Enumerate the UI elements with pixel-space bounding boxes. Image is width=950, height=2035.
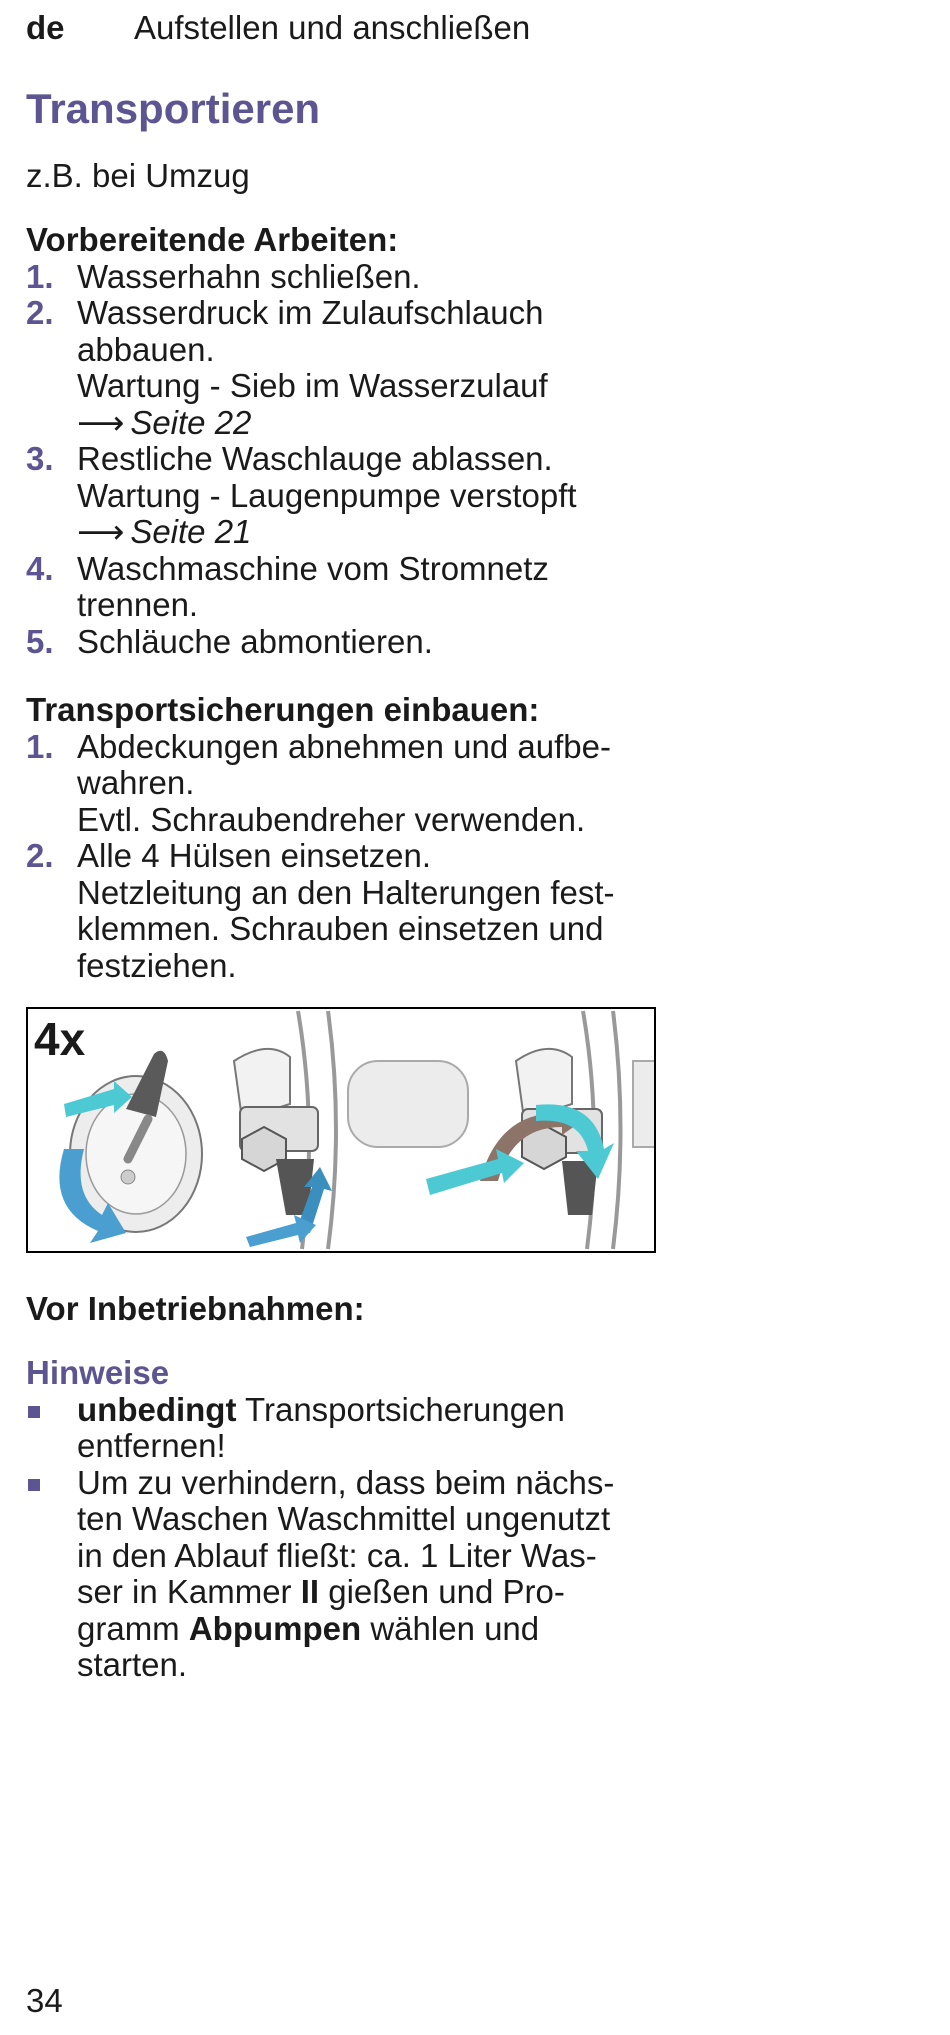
step-text: abbauen. [77,330,215,368]
step-text: Wasserhahn schließen. [77,257,421,295]
hints-section [26,1355,666,1684]
illustration-graphic [28,1009,654,1251]
list-item [26,259,666,296]
step-text: festziehen. [77,946,237,984]
hint-part: ser in Kammer [77,1573,301,1610]
square-bullet-icon [28,1406,40,1418]
list-item [26,624,666,661]
step-number: 5. [26,622,54,660]
hint-part: wählen und [361,1609,540,1647]
hint-text: entfernen! [77,1427,226,1464]
list-item [26,295,666,441]
hint-part: gramm [77,1609,189,1647]
step-text: Restliche Waschlauge ablassen. [77,440,553,477]
hints-title: Hinweise [26,1354,170,1391]
step-text: Wasserdruck im Zulaufschlauch [77,294,544,331]
step-text: wahren. [77,764,195,801]
hint-text: in den Ablauf fließt: ca. 1 Liter Was- [77,1536,597,1574]
hint-bold: unbedingt [77,1390,237,1428]
language-code: de [26,9,65,46]
arrow-right-icon: ⟶ [77,513,125,550]
hint-bold: II [300,1573,320,1610]
square-bullet-icon [28,1479,40,1491]
install-section [26,692,666,984]
step-text: Wartung - Sieb im Wasserzulauf [77,367,548,404]
install-heading: Transportsicherungen einbauen: [26,691,540,728]
step-text: Netzleitung an den Halterungen fest- [77,873,615,911]
list-item [26,729,666,839]
step-text: Abdeckungen abnehmen und aufbe- [77,727,611,765]
figure-label: 4x [34,1013,86,1065]
prep-section [26,222,666,660]
step-text: Evtl. Schraubendreher verwenden. [77,800,586,838]
install-list [26,729,666,985]
page-reference-link[interactable] [77,514,666,551]
hint-text [77,1392,666,1429]
step-text: klemmen. Schrauben einsetzen und [77,910,604,947]
list-item [26,1392,666,1465]
section-title: Aufstellen und anschließen [134,9,531,46]
push-arrow-icon [426,1149,524,1195]
prep-heading: Vorbereitende Arbeiten: [26,221,399,258]
list-item [26,551,666,624]
step-number: 1. [26,727,54,765]
page-reference-text: Seite 21 [130,513,252,550]
page-reference-text: Seite 22 [130,403,252,441]
hints-list [26,1392,666,1684]
step-text: Schläuche abmontieren. [77,622,433,660]
step-number: 2. [26,837,54,874]
list-item [26,1465,666,1684]
hint-text: starten. [77,1646,188,1683]
page-number: 34 [26,1982,63,2019]
hint-part: gießen und Pro- [319,1573,565,1610]
step-number: 3. [26,440,54,477]
page-reference-link[interactable] [77,405,666,442]
prep-list [26,259,666,661]
step-number: 1. [26,257,54,295]
transport-bolts-illustration [26,1007,656,1253]
hint-text [77,1574,666,1611]
hint-rest: Transportsicherungen [236,1390,565,1428]
bracket-icon [234,1011,468,1249]
step-text: Wartung - Laugenpumpe verstopft [77,476,577,514]
step-text: Waschmaschine vom Stromnetz [77,549,549,587]
hint-text [77,1611,666,1648]
step-text: Alle 4 Hülsen einsetzen. [77,837,432,874]
hint-text: Um zu verhindern, dass beim nächs- [77,1463,615,1501]
list-item [26,441,666,551]
step-number: 2. [26,294,54,331]
hint-text: ten Waschen Waschmittel ungenutzt [77,1500,611,1537]
hint-bold: Abpumpen [188,1609,362,1647]
list-item [26,838,666,984]
page-title: Transportieren [26,85,321,132]
startup-heading: Vor Inbetriebnahmen: [26,1290,365,1327]
startup-section [26,1291,666,1328]
step-number: 4. [26,549,54,587]
arrow-right-icon: ⟶ [77,403,125,441]
subtitle: z.B. bei Umzug [26,157,250,194]
step-text: trennen. [77,586,199,623]
